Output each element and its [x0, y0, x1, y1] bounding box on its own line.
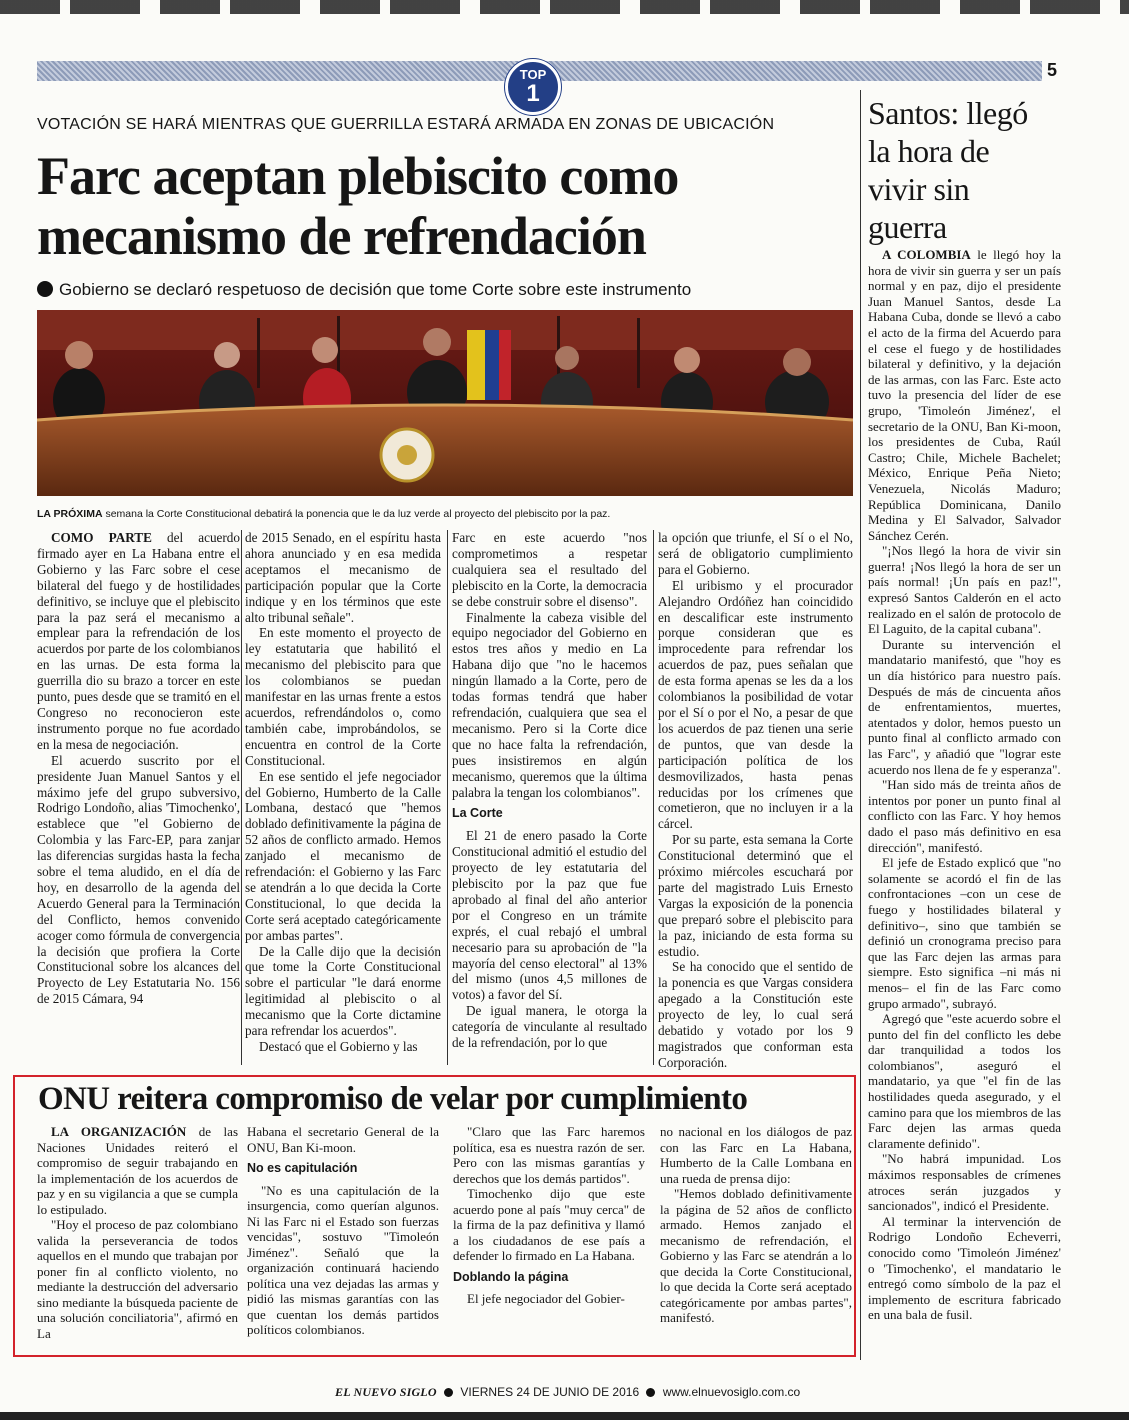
- sidebar-title: [868, 94, 1068, 246]
- onu-column-2: [247, 1124, 439, 1338]
- paragraph: El 21 de enero pasado la Corte Constitucional admitió el estudio del proyecto de ley estatutaria del plebiscito por la paz que fue aprobado al final del año anterior por el Congreso en un trámite exprés, el cual rebajó el umbral necesario para su aprobación de "la mayoría del censo electoral" al 13% del mismo (unos 4,5 millones de votos) a favor del Sí.: [452, 828, 647, 1003]
- paragraph: "Han sido más de treinta años de intentos por poner un punto final al conflicto con las Farc. Y hoy hemos dado el paso más definitivo en esa dirección", manifestó.: [868, 777, 1061, 855]
- onu-subhead: No es capitulación: [247, 1161, 358, 1175]
- kicker: VOTACIÓN SE HARÁ MIENTRAS QUE GUERRILLA ESTARÁ ARMADA EN ZONAS DE UBICACIÓN: [37, 116, 775, 133]
- bullet-icon: [646, 1388, 655, 1397]
- footer-url: www.elnuevosiglo.com.co: [662, 1385, 801, 1399]
- headline-line-2: mecanismo de refrendación: [37, 206, 646, 266]
- paragraph: "No habrá impunidad. Los máximos responsables de crímenes atroces serán juzgados y sancionados", indicó el Presidente.: [868, 1151, 1061, 1214]
- onu-column-1: [37, 1124, 238, 1341]
- column-rule: [241, 530, 242, 1065]
- footer-date: VIERNES 24 DE JUNIO DE 2016: [460, 1385, 640, 1399]
- paragraph: Se ha conocido que el sentido de la ponencia es que Vargas considera apegado a la Constitución este proyecto de ley, lo cual será debatido y votado por los 9 magistrados que conforman esta Corporación.: [658, 959, 853, 1070]
- caption-lead: LA PRÓXIMA: [37, 508, 103, 520]
- paragraph: la opción que triunfe, el Sí o el No, será de obligatorio cumplimiento para el Gobierno.: [658, 530, 853, 577]
- paragraph: En este momento el proyecto de ley estatutaria que habilitó el mecanismo del plebiscito para que los colombianos se puedan manifestar en las urnas frente a estos acuerdos, refrendándolos o, como también cabe, improbándolos, se encuentra en control de la Corte Constitucional.: [245, 625, 441, 768]
- bullet-icon: [444, 1388, 453, 1397]
- paragraph: Al terminar la intervención de Rodrigo Londoño Echeverri, conocido como 'Timoleón Jiménez' o 'Timochenko', el mandatario le entregó como símbolo de la paz el implemento de escritura fabricado en una bala de fusil.: [868, 1213, 1061, 1323]
- subhead-text: Gobierno se declaró respetuoso de decisión que tome Corte sobre este instrumento: [59, 280, 692, 299]
- page-bottom-edge: [0, 1412, 1129, 1420]
- paragraph: de las Naciones Unidades reiteró el compromiso de seguir trabajando en la implementación de los acuerdos de paz y en su vigilancia a que se cumpla lo estipulado.: [37, 1124, 238, 1217]
- onu-column-4: [660, 1124, 852, 1326]
- paragraph: Destacó que el Gobierno y las: [259, 1039, 418, 1054]
- onu-lead: LA ORGANIZACIÓN: [51, 1124, 187, 1139]
- photo-caption: [37, 508, 853, 520]
- paragraph: De igual manera, le otorga la categoría de vinculante al resultado de la refrendación, por lo que: [452, 1003, 647, 1051]
- paragraph: "Hemos doblado definitivamente la página de 52 años de conflicto armado. Hemos zanjado el mecanismo de refrendación, el Gobierno y las Farc se atendrán a lo que decida la Corte Constitucional, lo que decida la Corte será aceptado categóricamente por ambas partes", manifestó.: [660, 1186, 852, 1325]
- paragraph: Por su parte, esta semana la Corte Constitucional determinó que el próximo miércoles escuchará por parte del magistrado Luis Ernesto Vargas la exposición de la ponencia que preparó sobre el plebiscito para la paz, iniciando de esta forma su estudio.: [658, 832, 853, 959]
- article-column-3: [452, 530, 647, 1051]
- paragraph: El uribismo y el procurador Alejandro Ordóñez han coincidido en descalificar este instrumento porque consideran que es improcedente para refrendar los acuerdos de paz, pues señalan que de esta forma apenas se les da a los colombianos la posibilidad de votar por el Sí o por el No, a pesar de que los acuerdos de paz tienen una serie de puntos, que van desde la participación política de los desmovilizados, hasta penas reducidas por los crímenes que cometieron, que no incluyen ir a la cárcel.: [658, 577, 853, 832]
- article-column-1: [37, 530, 240, 1007]
- paragraph: Durante su intervención el mandatario manifestó, que "hoy es un día histórico para nuestro país. Después de más de cincuenta años de enfrentamientos, muertes, atentados y dolor, hemos puesto un punto final al conflicto armado con las Farc", y añadió que "lograr este acuerdo nos llena de fe y esperanza".: [868, 636, 1061, 777]
- sidebar-title-line: vivir sin: [868, 171, 970, 207]
- sidebar-title-line: Santos: llegó: [868, 95, 1028, 131]
- paragraph: El jefe de Estado explicó que "no solamente se acordó el fin de las confrontaciones –con un cese de fuego y hostilidades bilateral y definitivo–, sino que también se definió un cronograma preciso para que las Farc dejen las armas para siempre. Esto significa –ni más ni menos– el fin de las Farc como grupo armado", subrayó.: [868, 855, 1061, 1011]
- top-badge-word: TOP: [519, 67, 547, 82]
- sidebar-article: [868, 247, 1061, 1323]
- sidebar-lead: A COLOMBIA: [882, 247, 971, 262]
- col1-lead: COMO PARTE: [51, 530, 152, 545]
- onu-headline: ONU reitera compromiso de velar por cumplimiento: [38, 1081, 748, 1117]
- paragraph: De la Calle dijo que la decisión que tome la Corte Constitucional sobre el particular "le dará enorme legitimidad al plebiscito o al mecanismo que la Corte dictamine para refrendar los acuerdos".: [245, 943, 441, 1039]
- paragraph: de 2015 Senado, en el espíritu hasta ahora anunciado y en esa medida aceptamos el mecanismo de participación popular que la Corte indique y en los términos que este alto tribunal señale".: [245, 530, 441, 625]
- paragraph: Timochenko dijo que este acuerdo pone al país "muy cerca" de la firma de la paz definitiva y llamó a los ciudadanos de ese país a defender lo firmado en La Habana.: [453, 1186, 645, 1263]
- paragraph: del acuerdo firmado ayer en La Habana entre el Gobierno y las Farc sobre el cese bilateral del fuego y de hostilidades definitivo, se incluye que el plebiscito para la paz será el mecanismo a emplear para la refrendación de los acuerdos por parte de los colombianos en las urnas. De esta forma la guerrilla dio su brazo a torcer en este punto, pues desde que se tramitó en el Congreso no reconocieron este instrumento porque no fue acordado en la mesa de negociación.: [37, 530, 240, 752]
- sidebar-title-line: la hora de: [868, 133, 990, 169]
- onu-subhead: Doblando la página: [453, 1269, 569, 1284]
- headline-line-1: Farc aceptan plebiscito como: [37, 146, 679, 206]
- newspaper-logo: EL NUEVO SIGLO: [335, 1385, 437, 1399]
- paragraph: "Hoy el proceso de paz colombiano valida la perseverancia de todos aquellos en el mundo que trabajan por poner fin al conflicto violento, no mediante la destrucción del adversario sino mediante la búsqueda paciente de una solución conciliatoria", afirmó en La: [37, 1217, 238, 1341]
- article-column-4: [658, 530, 853, 1071]
- paragraph: le llegó hoy la hora de vivir sin guerra y ser un país normal y en paz, dijo el presidente Juan Manuel Santos, desde La Habana Cuba, donde se llevó a cabo el acto de la firma del Acuerdo para el cese el fuego y de hostilidades bilateral y definitivo, y la dejación de las armas, con las Farc. Este acto tuvo la presencia del líder de ese grupo, 'Timoleón Jiménez', el secretario de la ONU, Ban Ki-moon, los presidentes de Cuba, Raúl Castro; Chile, Michele Bachelet; México, Enrique Peña Nieto; Venezuela, Nicolás Maduro; República Dominicana, Danilo Medina y El Salvador, Salvador Sánchez Cerén.: [868, 247, 1061, 543]
- paragraph: "No es una capitulación de la insurgencia, como querían algunos. Ni las Farc ni el Estado son fuerzas vencidas", sostuvo "Timoleón Jiménez". Señaló que la organización continuará haciendo política una vez dejadas las armas y pidió las mismas garantías con las que cuentan los demás partidos políticos colombianos.: [247, 1182, 439, 1337]
- paragraph: Agregó que "este acuerdo sobre el punto del fin del conflicto les debe dar tranquilidad a todos los colombianos", aseguró el mandatario, ya que "el fin de las hostilidades queda asegurado, y el camino para que los miembros de las Farc dejen las armas queda claramente definido".: [868, 1011, 1061, 1151]
- page-top-edge: [0, 0, 1129, 14]
- court-photo-illustration: [37, 310, 853, 496]
- onu-column-3: [453, 1124, 645, 1307]
- paragraph: Habana el secretario General de la ONU, Ban Ki-moon.: [247, 1124, 439, 1155]
- top1-badge: [505, 59, 561, 115]
- page-number: 5: [1047, 60, 1058, 80]
- paragraph: El acuerdo suscrito por el presidente Juan Manuel Santos y el máximo jefe del grupo subversivo, Rodrigo Londoño, alias 'Timochenko', establece que "el Gobierno de Colombia y las Farc-EP, para zanjar las diferencias surgidas hasta la fecha sobre el tema aludido, en el día de hoy, en desarrollo de la agenda del Acuerdo General para la Terminación del Conflicto, hemos convenido acoger como fórmula de convergencia la decisión que profiera la Corte Constitucional sobre los alcances del Proyecto de Ley Estatutaria No. 156 de 2015 Cámara, 94: [37, 752, 240, 1007]
- paragraph: En ese sentido el jefe negociador del Gobierno, Humberto de la Calle Lombana, destacó que "hemos doblado definitivamente la página de 52 años de conflicto armado. Hemos zanjado el mecanismo de refrendación: el Gobierno y las Farc se atendrán a lo que decida la Corte Constitucional, lo que decida la Corte será aceptado categóricamente por ambas partes".: [245, 768, 441, 943]
- sidebar-rule: [860, 90, 861, 1360]
- article-subhead: La Corte: [452, 806, 503, 821]
- bullet-icon: [37, 281, 53, 297]
- column-rule: [447, 530, 448, 1065]
- paragraph: "Claro que las Farc haremos política, esa es nuestra razón de ser. Pero con las mismas garantías y derechos que los demás partidos".: [453, 1124, 645, 1186]
- sidebar-title-line: guerra: [868, 209, 947, 245]
- top-badge-number: 1: [526, 80, 540, 107]
- paragraph: no nacional en los diálogos de paz con las Farc en La Habana, Humberto de la Calle Lombana en una rueda de prensa dijo:: [660, 1124, 852, 1186]
- paragraph: Finalmente la cabeza visible del equipo negociador del Gobierno en estos tres años y medio en La Habana dijo que "no le hacemos ningún llamado a la Corte, pero de todas formas tendrá que haber refrendación, cualquiera que sea el mecanismo. Pero si la Corte dice que no hace falta la refrendación, pues insistiremos en algún mecanismo, queremos que la última palabra la tengan los colombianos".: [452, 609, 647, 800]
- paragraph: "¡Nos llegó la hora de vivir sin guerra! ¡Nos llegó la hora de ser un país normal! ¡Un país en paz!", expresó Santos Calderón en el acto realizado en el salón de protocolo de El Laguito, de la capital cubana".: [868, 543, 1061, 637]
- caption-text: semana la Corte Constitucional debatirá la ponencia que le da luz verde al proyecto del plebiscito por la paz.: [102, 508, 611, 520]
- paragraph: Farc en este acuerdo "nos comprometimos a respetar cualquiera sea el resultado del plebiscito en la Corte, la democracia se debe construir sobre el disenso".: [452, 530, 647, 609]
- column-rule: [653, 530, 654, 1065]
- article-column-2: [245, 530, 441, 1055]
- paragraph: El jefe negociador del Gobier-: [467, 1291, 625, 1306]
- news-photo: [37, 310, 853, 496]
- headline: [37, 146, 837, 266]
- subhead: [37, 280, 691, 300]
- page-footer: [335, 1385, 801, 1400]
